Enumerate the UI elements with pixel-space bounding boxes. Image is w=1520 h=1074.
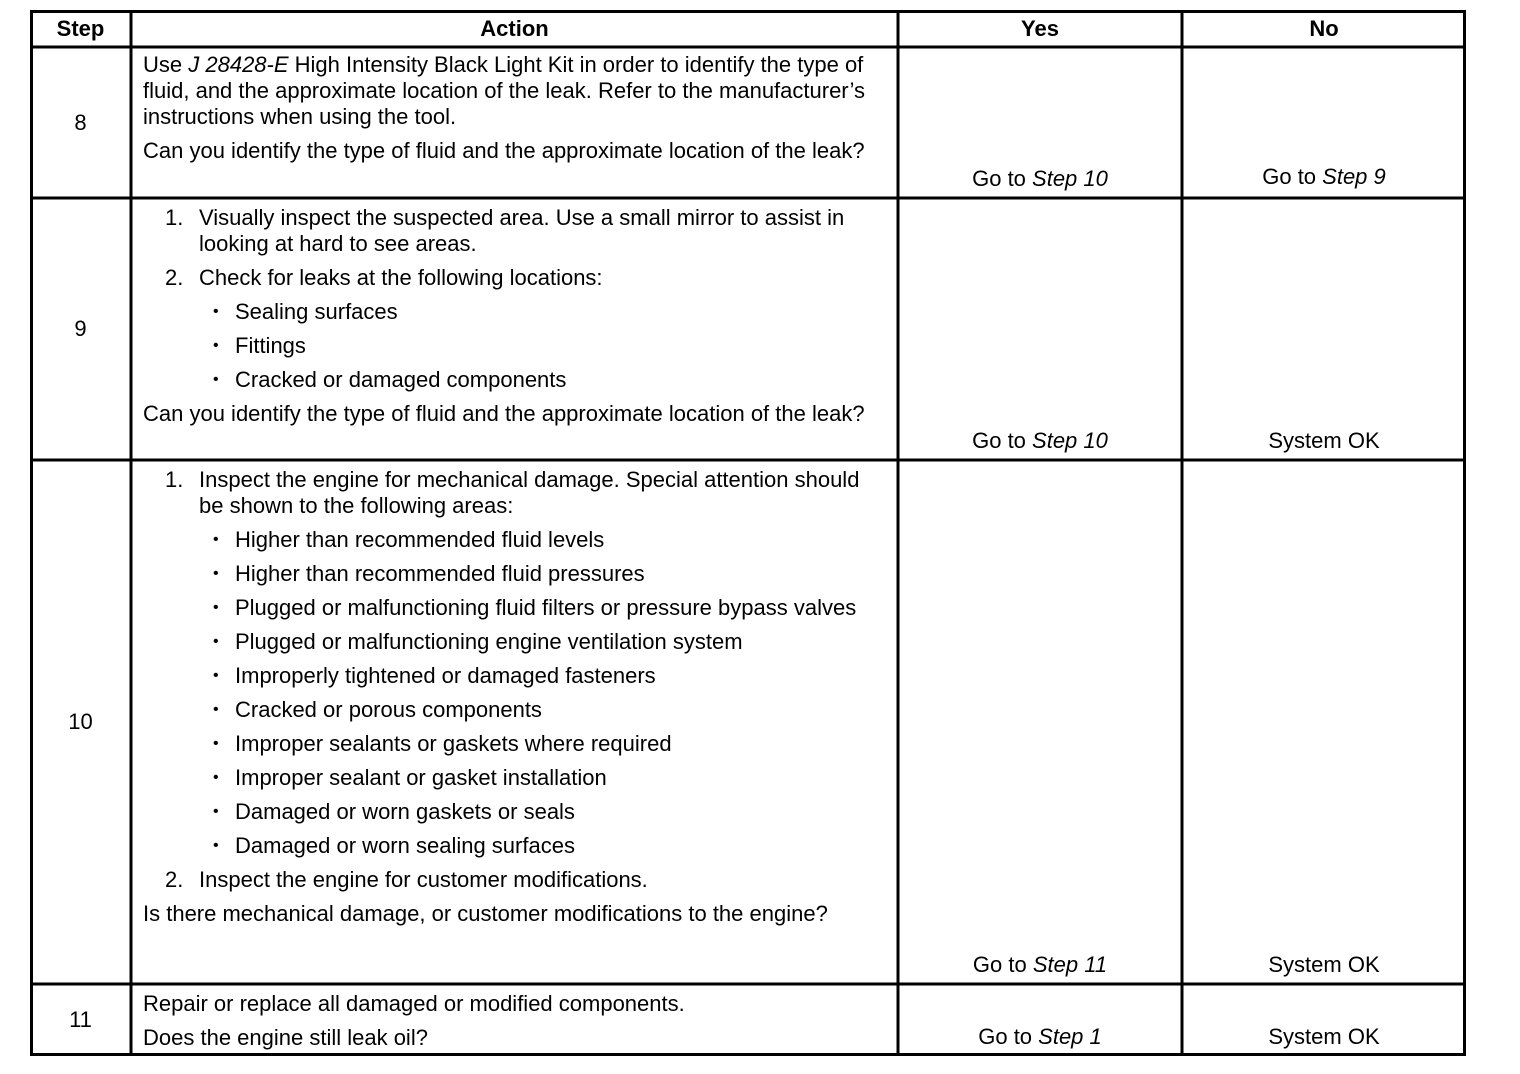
yes-cell-10 [898, 460, 1182, 984]
action-step-10 [131, 465, 898, 984]
instruction-text: Use J 28428-E High Intensity Black Light Kit in order to identify the type of fluid, and the approximate location of the leak. Refer to the manufacturer’s instructions when using the tool. [143, 52, 865, 129]
no-result: Go to Step 9 [1262, 164, 1386, 189]
numbered-item: 1. Inspect the engine for mechanical damage. Special attention should be shown to the following areas: [165, 467, 860, 518]
no-result: System OK [1268, 1024, 1380, 1049]
yes-result: Go to Step 11 [972, 952, 1108, 977]
question-text: Can you identify the type of fluid and the approximate location of the leak? [143, 401, 865, 426]
bullet-item: • Improper sealant or gasket installation [213, 765, 607, 790]
header-action: Action [480, 15, 549, 41]
bullet-item: • Plugged or malfunctioning fluid filters or pressure bypass valves [213, 595, 857, 620]
yes-result: Go to Step 1 [978, 1024, 1102, 1049]
question-text: Does the engine still leak oil? [143, 1025, 428, 1050]
question-text: Can you identify the type of fluid and the approximate location of the leak? [143, 138, 865, 163]
bullet-item: • Higher than recommended fluid levels [213, 527, 605, 552]
header-yes: Yes [1021, 15, 1059, 41]
action-step-8 [131, 50, 898, 198]
bullet-item: • Improper sealants or gaskets where required [213, 731, 672, 756]
yes-result: Go to Step 10 [972, 166, 1108, 191]
header-step: Step [56, 15, 105, 41]
numbered-item: 2. Check for leaks at the following locations: [165, 265, 603, 290]
bullet-item: • Damaged or worn sealing surfaces [213, 833, 575, 858]
bullet-item: • Plugged or malfunctioning engine ventilation system [213, 629, 743, 654]
tool-number: J 28428-E [188, 52, 289, 77]
step-number-10: 10 [68, 709, 93, 734]
numbered-item: 2. Inspect the engine for customer modifications. [165, 867, 648, 892]
yes-result: Go to Step 10 [972, 428, 1108, 453]
step-number-9: 9 [74, 316, 87, 341]
instruction-text: Repair or replace all damaged or modified components. [143, 991, 685, 1016]
numbered-item: 1. Visually inspect the suspected area. Use a small mirror to assist in looking at hard to see areas. [165, 205, 845, 256]
action-step-11 [131, 989, 898, 1056]
no-cell-8 [1182, 47, 1466, 198]
diagnostic-table [30, 10, 1466, 1056]
header-no: No [1309, 15, 1339, 41]
bullet-item: • Improperly tightened or damaged fasteners [213, 663, 656, 688]
no-result: System OK [1268, 952, 1380, 977]
no-cell-10 [1182, 460, 1466, 984]
bullet-item: • Higher than recommended fluid pressures [213, 561, 645, 586]
yes-cell-8 [898, 47, 1182, 198]
action-step-9 [131, 203, 898, 460]
bullet-item: • Sealing surfaces [213, 299, 398, 324]
bullet-item: • Fittings [213, 333, 306, 358]
yes-cell-9 [898, 198, 1182, 460]
yes-cell-11 [898, 984, 1182, 1056]
no-result: System OK [1268, 428, 1380, 453]
question-text: Is there mechanical damage, or customer modifications to the engine? [143, 901, 828, 926]
bullet-item: • Cracked or porous components [213, 697, 542, 722]
step-number-11: 11 [69, 1007, 92, 1032]
step-number-8: 8 [74, 109, 87, 135]
bullet-item: • Damaged or worn gaskets or seals [213, 799, 575, 824]
bullet-item: • Cracked or damaged components [213, 367, 567, 392]
no-cell-9 [1182, 198, 1466, 460]
no-cell-11 [1182, 984, 1466, 1056]
